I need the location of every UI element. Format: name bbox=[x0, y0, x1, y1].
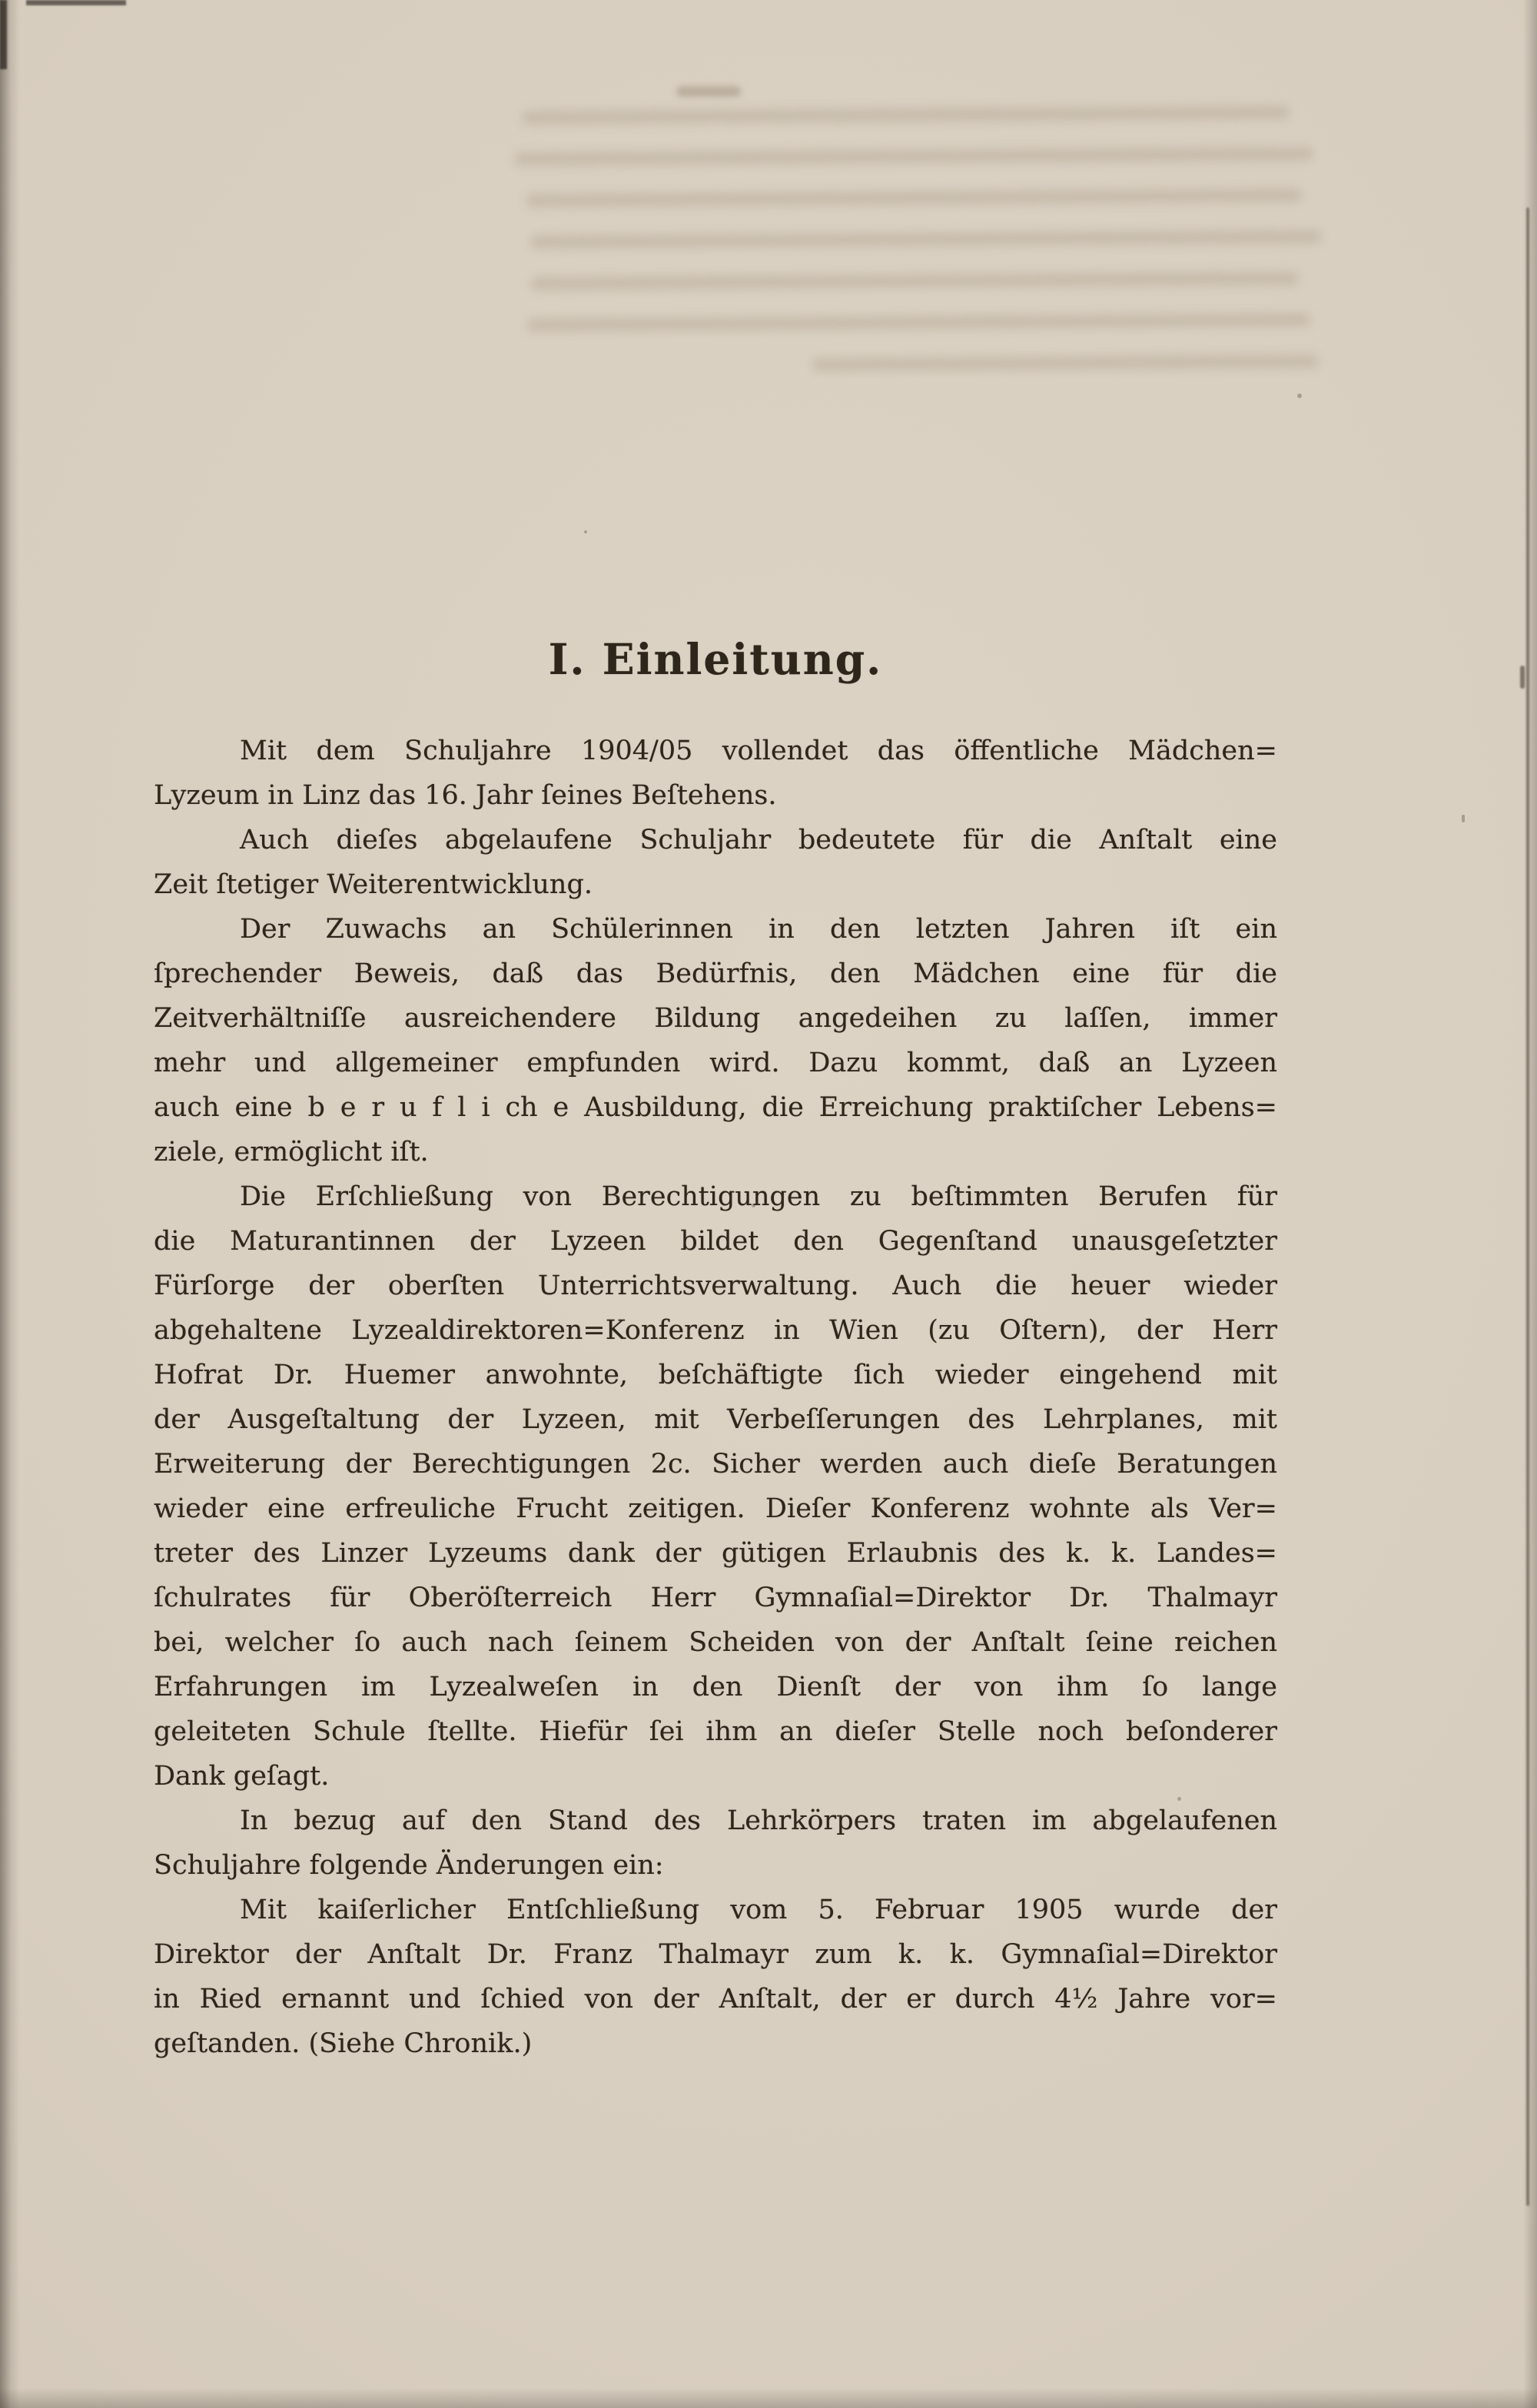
ghost-line bbox=[526, 188, 1302, 208]
text-line: Dank geſagt. bbox=[154, 1761, 330, 1792]
chapter-heading: I. Einleitung. bbox=[548, 634, 883, 684]
text-line: treter des Linzer Lyzeums dank der gütigen Erlaubnis des k. k. Landes= bbox=[154, 1538, 1277, 1569]
ghost-line bbox=[527, 312, 1311, 332]
text-line: geleiteten Schule ſtellte. Hiefür ſei ihm an dieſer Stelle noch beſonderer bbox=[154, 1716, 1277, 1747]
text-line: Auch dieſes abgelaufene Schuljahr bedeutete für die Anſtalt eine bbox=[240, 825, 1277, 855]
scan-corner-mark-side bbox=[0, 0, 7, 69]
text-line: Der Zuwachs an Schülerinnen in den letzten Jahren iſt ein bbox=[240, 914, 1277, 945]
text-line: Lyzeum in Linz das 16. Jahr ſeines Beſtehens. bbox=[154, 780, 777, 811]
text-line: der Ausgeſtaltung der Lyzeen, mit Verbeſſerungen des Lehrplanes, mit bbox=[154, 1404, 1277, 1435]
page-edge-bottom-shadow bbox=[0, 2388, 1537, 2408]
paragraph bbox=[154, 729, 1277, 818]
text-line: in Ried ernannt und ſchied von der Anſtalt, der er durch 4½ Jahre vor= bbox=[154, 1984, 1277, 2014]
text-line: ſchulrates für Oberöſterreich Herr Gymnaſial=Direktor Dr. Thalmayr bbox=[154, 1583, 1277, 1613]
text-line: Fürſorge der oberſten Unterrichtsverwaltung. Auch die heuer wieder bbox=[154, 1270, 1277, 1301]
show-through-page-number bbox=[676, 86, 741, 97]
margin-ink-mark bbox=[1520, 666, 1525, 689]
text-line: Erweiterung der Berechtigungen 2c. Sicher werden auch dieſe Beratungen bbox=[154, 1449, 1277, 1480]
show-through-text-ghost bbox=[491, 105, 1346, 403]
page-edge-left-shadow bbox=[0, 0, 20, 2408]
text-line: bei, welcher ſo auch nach ſeinem Scheiden von der Anſtalt ſeine reichen bbox=[154, 1627, 1277, 1658]
ink-speck bbox=[584, 530, 587, 533]
ghost-line bbox=[514, 146, 1313, 166]
text-line: Zeit ſtetiger Weiterentwicklung. bbox=[154, 869, 593, 900]
text-line: Mit dem Schuljahre 1904/05 vollendet das öffentliche Mädchen= bbox=[240, 736, 1277, 766]
text-line: abgehaltene Lyzealdirektoren=Konferenz in Wien (zu Oſtern), der Herr bbox=[154, 1315, 1277, 1346]
paragraph bbox=[154, 907, 1277, 1174]
text-line: Direktor der Anſtalt Dr. Franz Thalmayr zum k. k. Gymnaſial=Direktor bbox=[154, 1939, 1277, 1970]
ink-speck bbox=[1297, 394, 1302, 398]
ink-speck bbox=[1462, 815, 1465, 822]
ghost-line bbox=[812, 354, 1319, 372]
text-line: Erfahrungen im Lyzealweſen in den Dienſt der von ihm ſo lange bbox=[154, 1672, 1277, 1702]
page-edge-right-shadow bbox=[1523, 0, 1537, 2408]
paragraph bbox=[154, 1174, 1277, 1799]
text-line: wieder eine erfreuliche Frucht zeitigen. Dieſer Konferenz wohnte als Ver= bbox=[154, 1493, 1277, 1524]
text-line: Zeitverhältniſſe ausreichendere Bildung angedeihen zu laſſen, immer bbox=[154, 1003, 1277, 1034]
text-line: die Maturantinnen der Lyzeen bildet den Gegenſtand unausgeſetzter bbox=[154, 1226, 1277, 1257]
paragraph bbox=[154, 1888, 1277, 2066]
text-line: In bezug auf den Stand des Lehrkörpers traten im abgelaufenen bbox=[240, 1805, 1277, 1836]
text-line: auch eine b e r u f l i ch e Ausbildung, die Erreichung praktiſcher Lebens= bbox=[154, 1092, 1277, 1123]
ghost-line bbox=[522, 105, 1290, 125]
text-line: ziele, ermöglicht iſt. bbox=[154, 1137, 429, 1167]
text-line: Mit kaiſerlicher Entſchließung vom 5. Februar 1905 wurde der bbox=[240, 1895, 1277, 1925]
text-line: Hofrat Dr. Huemer anwohnte, beſchäftigte ſich wieder eingehend mit bbox=[154, 1360, 1277, 1390]
body-text bbox=[154, 729, 1277, 2066]
page-edge-right-line bbox=[1526, 208, 1529, 2206]
text-line: Schuljahre folgende Änderungen ein: bbox=[154, 1850, 664, 1881]
paragraph bbox=[154, 818, 1277, 907]
text-line: ſprechender Beweis, daß das Bedürfnis, den Mädchen eine für die bbox=[154, 958, 1277, 989]
text-line: mehr und allgemeiner empfunden wird. Dazu kommt, daß an Lyzeen bbox=[154, 1048, 1277, 1078]
text-line: Die Erſchließung von Berechtigungen zu beſtimmten Berufen für bbox=[240, 1181, 1277, 1212]
text-line: geſtanden. (Siehe Chronik.) bbox=[154, 2028, 533, 2059]
paragraph bbox=[154, 1799, 1277, 1888]
ghost-line bbox=[530, 229, 1322, 249]
scan-corner-mark-top bbox=[26, 0, 126, 5]
ghost-line bbox=[530, 271, 1299, 291]
